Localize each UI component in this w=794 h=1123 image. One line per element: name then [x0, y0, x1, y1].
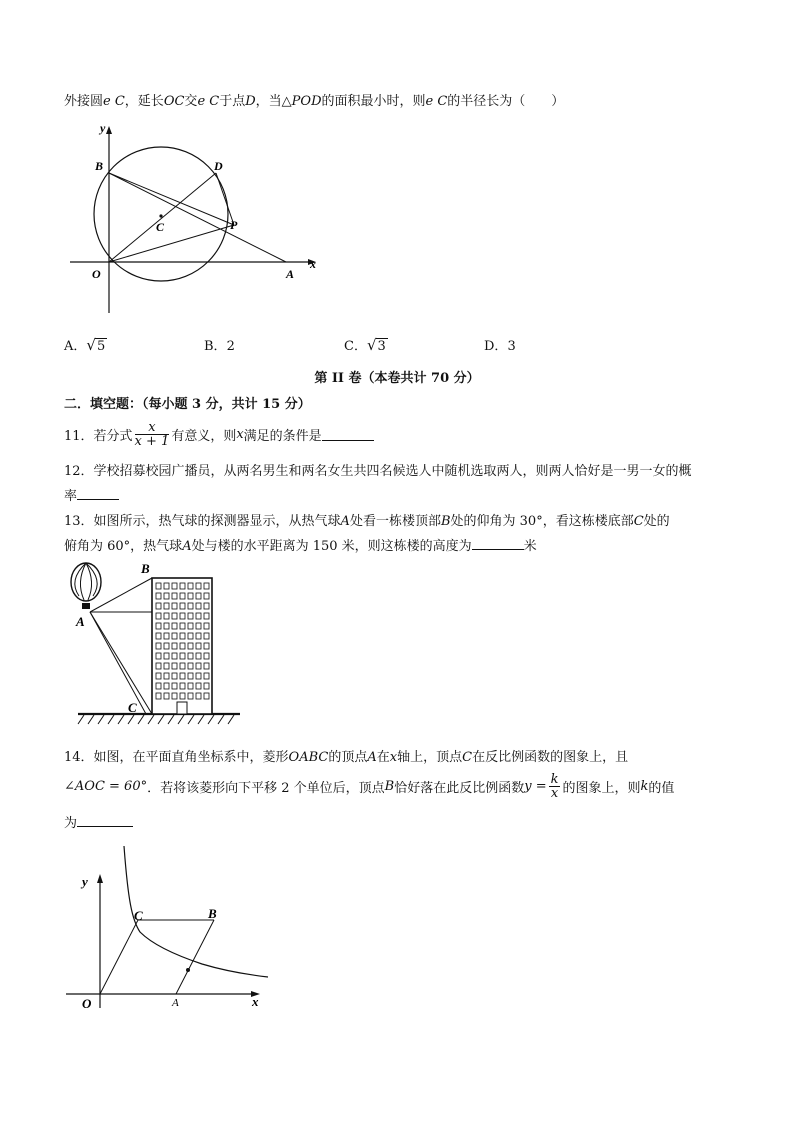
balloon-building-figure: [64, 558, 254, 730]
q10-var: POD: [291, 94, 322, 109]
segment-ba: [109, 173, 286, 262]
q10-text: 的半径长为（ ）: [447, 94, 565, 109]
q13-line2: [64, 535, 537, 554]
q13-text: 处的: [643, 514, 670, 529]
q14-text: 恰好落在此反比例函数: [394, 780, 525, 796]
q14-line1: [64, 746, 628, 765]
q11: [64, 418, 374, 450]
q13-text: 13．如图所示，热气球的探测器显示，从热气球: [64, 514, 341, 529]
balloon-basket: [82, 603, 90, 609]
option-label: B．: [204, 339, 227, 354]
option-label: C．: [344, 339, 367, 354]
rhombus-figure: [62, 840, 278, 1015]
q14-text: 的顶点: [328, 750, 368, 765]
option-value: 3: [507, 339, 516, 354]
q10-text: ，延长: [124, 94, 164, 109]
segment-op: [109, 225, 234, 262]
label-y: y: [100, 121, 106, 135]
q11-text: 有意义，则: [171, 428, 237, 444]
segment-bp: [109, 173, 234, 225]
q14-var: k: [640, 778, 649, 794]
ground-hatch: [78, 715, 234, 724]
q14-angle: ∠AOC = 60°: [64, 778, 148, 794]
circle-symbol: e C: [425, 94, 448, 109]
q13-var: C: [633, 514, 644, 529]
q10-text: 交: [184, 94, 198, 109]
center-point: [159, 214, 162, 217]
label-b: B: [95, 159, 104, 173]
label-b: B: [208, 906, 217, 921]
q10-text: 于点: [219, 94, 246, 109]
q13-var: A: [340, 514, 350, 529]
label-d: D: [214, 159, 223, 173]
q11-var: x: [236, 426, 244, 442]
side-oc: [100, 920, 138, 994]
hyperbola-curve: [124, 846, 268, 977]
q14-text: 在反比例函数的图象上，且: [472, 750, 629, 765]
q14-text: 14．如图，在平面直角坐标系中，菱形: [64, 750, 289, 765]
part2-heading: 二．填空题：（每小题 3 分，共计 15 分）: [64, 397, 311, 412]
q10-var: OC: [163, 94, 185, 109]
label-a: A: [76, 614, 85, 629]
label-x: x: [252, 994, 259, 1009]
label-x: x: [310, 257, 316, 271]
intersection-point: [186, 968, 190, 972]
section-title: 第 II 卷（本卷共计 70 分）: [314, 371, 480, 386]
q14-var: C: [462, 750, 473, 765]
option-value: 5: [96, 339, 106, 354]
circle-figure: [60, 118, 340, 318]
y-axis-arrow: [106, 126, 112, 134]
option-b[interactable]: [204, 335, 235, 354]
q14-var: x: [389, 750, 398, 765]
option-value: 3: [377, 339, 386, 354]
q11-fraction: [135, 421, 170, 448]
fraction-denominator: x + 1: [134, 433, 170, 449]
segment-od: [109, 173, 216, 262]
q11-text: 11．若分式: [64, 428, 133, 444]
label-c: C: [134, 908, 143, 923]
answer-blank[interactable]: [77, 487, 119, 500]
label-p: P: [230, 218, 238, 232]
answer-blank[interactable]: [322, 428, 374, 441]
q14-var: y =: [524, 778, 547, 794]
q11-text: 满足的条件是: [243, 428, 322, 444]
q14-text: 轴上，顶点: [397, 750, 463, 765]
q13-unit: 米: [523, 539, 537, 554]
q14-text: ．若将该菱形向下平移 2 个单位后，顶点: [147, 780, 385, 796]
answer-blank[interactable]: [472, 537, 524, 550]
label-c: C: [128, 700, 137, 715]
label-y: y: [82, 874, 88, 889]
q13-text: 处与楼的水平距离为 150 米，则这栋楼的高度为: [191, 539, 472, 554]
option-label: A．: [64, 339, 87, 354]
q13-line1: [64, 510, 670, 529]
q13-var: B: [440, 514, 451, 529]
option-c[interactable]: C．√3: [344, 336, 386, 354]
q14-fraction: [549, 773, 561, 800]
sight-line-ac2: [90, 612, 146, 714]
circle-symbol: e C: [103, 94, 125, 109]
q13-var: A: [182, 539, 192, 554]
circle-symbol: e C: [197, 94, 220, 109]
y-axis-arrow: [97, 874, 103, 883]
q12-line1: 12．学校招募校园广播员，从两名男生和两名女生共四名候选人中随机选取两人，则两人恰好是一男一女的概: [64, 464, 692, 479]
option-value: 2: [226, 339, 235, 354]
q14-text: 为: [64, 816, 78, 831]
answer-blank[interactable]: [77, 814, 133, 827]
label-o: O: [82, 996, 92, 1011]
label-a: A: [286, 267, 295, 281]
q14-text: 的图象上，则: [562, 780, 641, 796]
q10-text: 外接圆: [64, 94, 104, 109]
fraction-denominator: x: [550, 785, 559, 801]
q10-text: 的面积最小时，则: [321, 94, 426, 109]
q10-text: ，当△: [255, 94, 292, 109]
label-o: O: [92, 267, 101, 281]
q12-text: 率: [64, 489, 78, 504]
label-a: A: [172, 997, 179, 1009]
fraction-numerator: x: [135, 421, 170, 435]
q14-line3: [64, 812, 133, 831]
q10-line: [64, 90, 564, 109]
q12-line2: [64, 485, 119, 504]
q14-var: OABC: [288, 750, 329, 765]
label-b: B: [141, 561, 150, 576]
option-a[interactable]: A．√5: [64, 336, 106, 354]
building-door: [177, 702, 187, 714]
q10-var: D: [245, 94, 256, 109]
q13-text: 处的仰角为 30°，看这栋楼底部: [450, 514, 634, 529]
q14-line2: [64, 770, 674, 802]
q14-text: 的值: [648, 780, 675, 796]
fraction-numerator: k: [550, 771, 559, 787]
q14-var: A: [367, 750, 377, 765]
option-label: D．: [484, 339, 508, 354]
balloon: [71, 563, 101, 601]
q14-var: B: [384, 778, 395, 794]
q13-text: 俯角为 60°，热气球: [64, 539, 183, 554]
q13-text: 处看一栋楼顶部: [349, 514, 441, 529]
option-d[interactable]: [484, 335, 516, 354]
sight-line-ac: [90, 612, 152, 714]
label-c: C: [156, 220, 165, 234]
q14-text: 在: [376, 750, 390, 765]
